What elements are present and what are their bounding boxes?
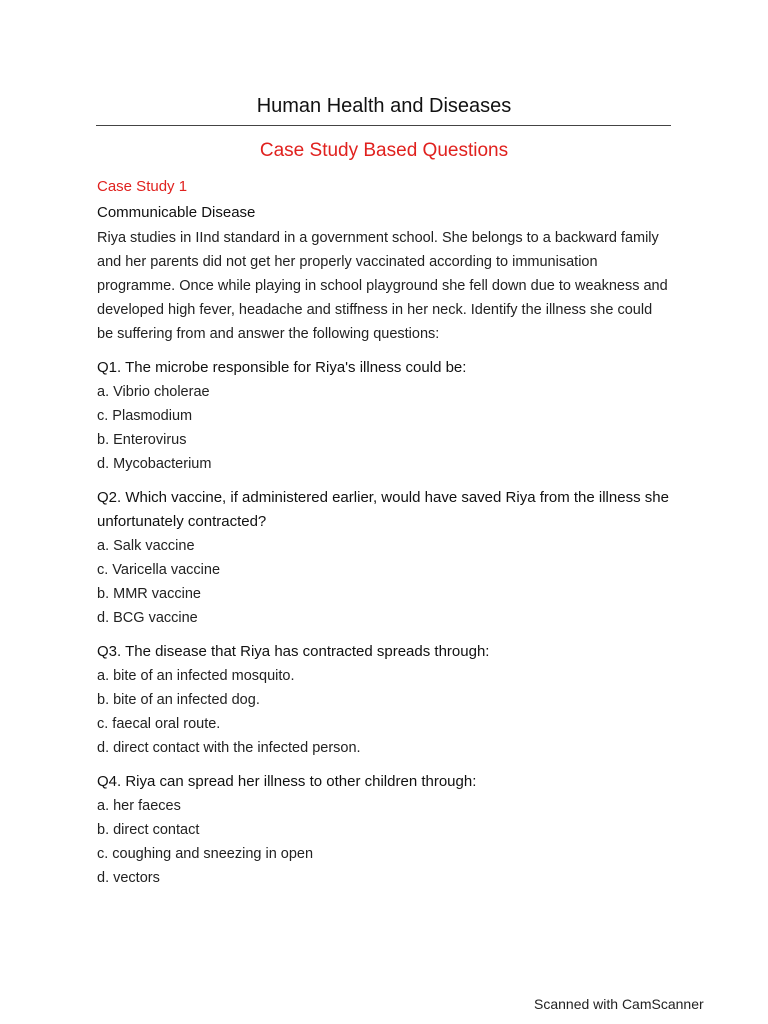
- case-study-intro: [97, 226, 677, 346]
- question-option: a. Vibrio cholerae: [97, 384, 210, 400]
- case-study-heading: Communicable Disease: [97, 204, 256, 221]
- question-option: b. direct contact: [97, 822, 200, 838]
- question-text: unfortunately contracted?: [97, 513, 267, 530]
- question-option: c. Plasmodium: [97, 408, 193, 424]
- question-option: d. BCG vaccine: [97, 610, 198, 626]
- title-divider: [96, 125, 671, 126]
- scanner-watermark: Scanned with CamScanner: [534, 996, 704, 1012]
- question-option: a. Salk vaccine: [97, 538, 195, 554]
- intro-line: and her parents did not get her properly vaccinated according to immunisation: [97, 254, 598, 270]
- question-text: Q4. Riya can spread her illness to other children through:: [97, 773, 477, 790]
- question-option: d. direct contact with the infected person.: [97, 740, 361, 756]
- intro-line: developed high fever, headache and stiffness in her neck. Identify the illness she could: [97, 302, 653, 318]
- question-option: b. MMR vaccine: [97, 586, 201, 602]
- intro-line: Riya studies in IInd standard in a government school. She belongs to a backward family: [97, 230, 659, 246]
- question-option: c. faecal oral route.: [97, 716, 221, 732]
- case-study-label: Case Study 1: [97, 178, 188, 195]
- document-subtitle: Case Study Based Questions: [259, 140, 509, 161]
- question-text: Q2. Which vaccine, if administered earlier, would have saved Riya from the illness she: [97, 489, 669, 506]
- question-option: a. bite of an infected mosquito.: [97, 668, 295, 684]
- question-option: c. coughing and sneezing in open: [97, 846, 314, 862]
- question-text: Q3. The disease that Riya has contracted spreads through:: [97, 643, 490, 660]
- intro-line: be suffering from and answer the following questions:: [97, 326, 440, 342]
- question-option: d. Mycobacterium: [97, 456, 212, 472]
- question-option: c. Varicella vaccine: [97, 562, 221, 578]
- question-2: [97, 486, 677, 630]
- document-title: Human Health and Diseases: [256, 95, 512, 117]
- question-option: b. Enterovirus: [97, 432, 187, 448]
- question-text: Q1. The microbe responsible for Riya's illness could be:: [97, 359, 467, 376]
- question-1: [97, 356, 677, 476]
- intro-line: programme. Once while playing in school playground she fell down due to weakness and: [97, 278, 668, 294]
- question-option: d. vectors: [97, 870, 160, 886]
- question-option: a. her faeces: [97, 798, 181, 814]
- question-option: b. bite of an infected dog.: [97, 692, 260, 708]
- question-4: [97, 770, 677, 890]
- question-3: [97, 640, 677, 760]
- content: [97, 176, 677, 890]
